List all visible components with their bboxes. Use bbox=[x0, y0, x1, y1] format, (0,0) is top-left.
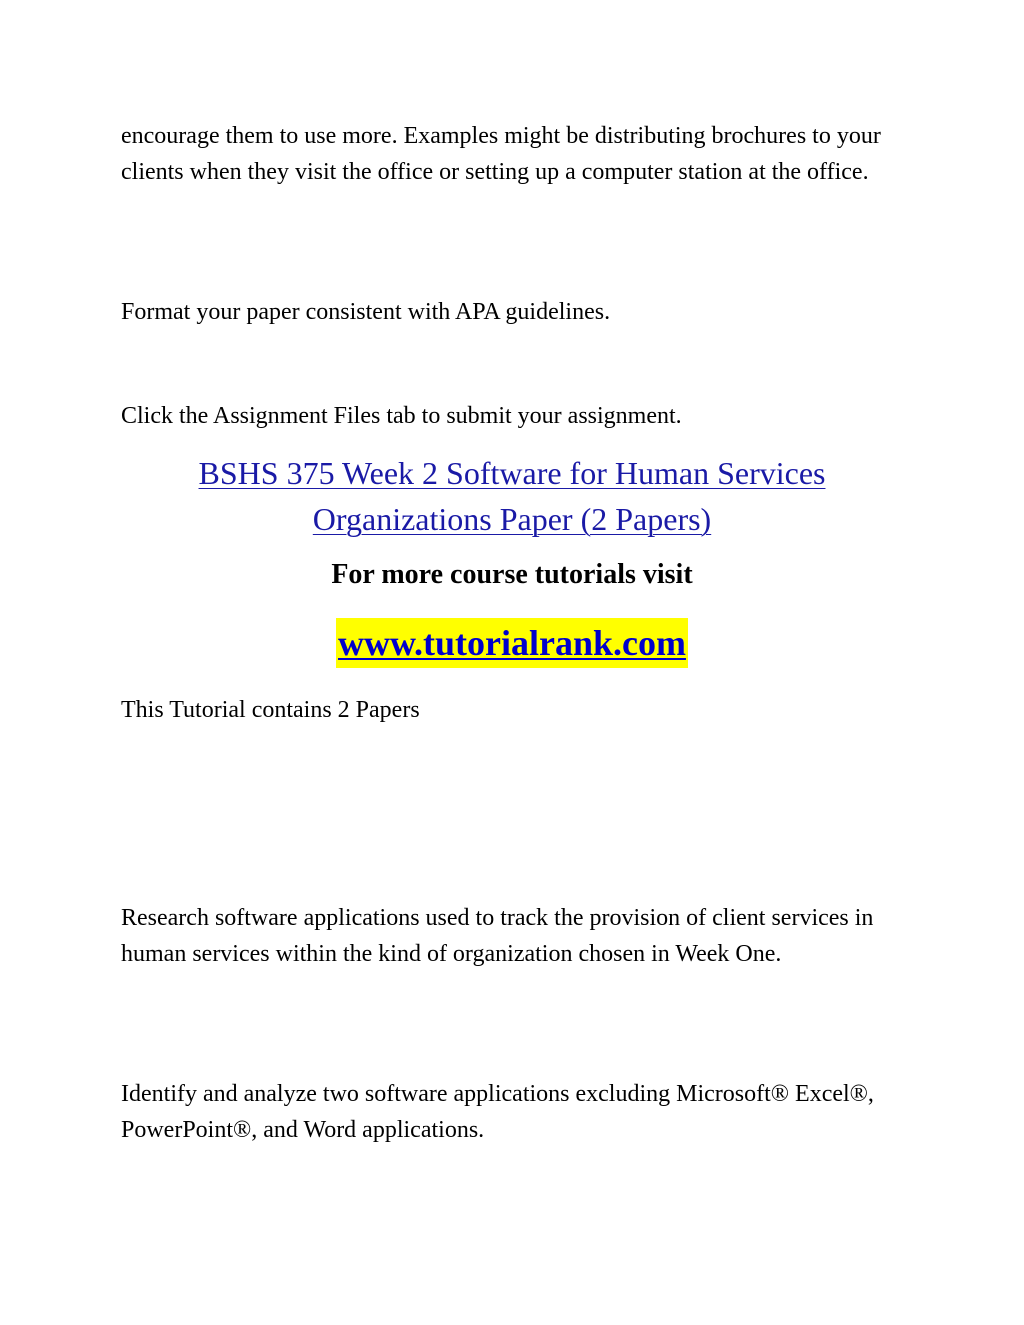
course-title-line-2[interactable]: Organizations Paper (2 Papers) bbox=[312, 501, 712, 537]
intro-paragraph: encourage them to use more. Examples might be distributing brochures to your clients when they visit the office or setting up a computer station at the office. bbox=[121, 123, 881, 185]
submit-paragraph: Click the Assignment Files tab to submit your assignment. bbox=[121, 403, 682, 429]
research-paragraph: Research software applications used to track the provision of client services in human services within the kind of organization chosen in Week One. bbox=[121, 905, 874, 967]
contains-paragraph: This Tutorial contains 2 Papers bbox=[121, 697, 420, 723]
website-link[interactable]: www.tutorialrank.com bbox=[336, 618, 688, 668]
identify-paragraph: Identify and analyze two software applications excluding Microsoft® Excel®, PowerPoint®, and Word applications. bbox=[121, 1081, 874, 1143]
format-paragraph: Format your paper consistent with APA guidelines. bbox=[121, 299, 611, 325]
website-link-container bbox=[100, 618, 924, 668]
course-title-link[interactable] bbox=[100, 450, 924, 542]
visit-heading: For more course tutorials visit bbox=[331, 559, 693, 590]
course-title-line-1[interactable]: BSHS 375 Week 2 Software for Human Services bbox=[198, 455, 826, 491]
